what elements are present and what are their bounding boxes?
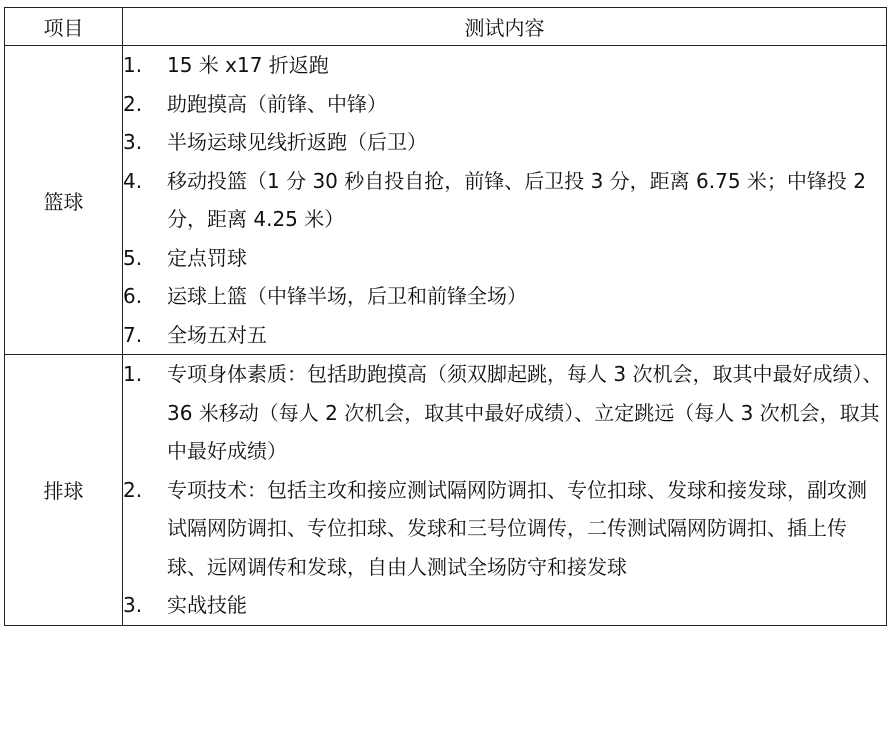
items-volleyball <box>123 355 887 626</box>
header-item: 项目 <box>5 8 123 46</box>
item-number: 3. <box>123 593 143 617</box>
list-item <box>123 316 886 355</box>
section-row-volleyball <box>5 355 887 626</box>
category-volleyball: 排球 <box>5 355 123 626</box>
item-number: 4. <box>123 168 143 193</box>
item-number: 1. <box>123 53 143 77</box>
item-text: 半场运球见线折返跑（后卫） <box>167 130 427 154</box>
item-number: 2. <box>123 91 143 116</box>
item-number: 7. <box>123 322 143 347</box>
list-item <box>123 355 886 471</box>
item-number: 6. <box>123 284 143 308</box>
item-text: 专项技术：包括主攻和接应测试隔网防调扣、专位扣球、发球和接发球，副攻测试隔网防调扣、专位扣球、发球和三号位调传，二传测试隔网防调扣、插上传球、远网调传和发球，自由人测试全场防守和接发球 <box>167 477 867 579</box>
item-text: 15 米 x17 折返跑 <box>167 53 329 77</box>
item-number: 5. <box>123 245 143 270</box>
list-item <box>123 277 886 316</box>
item-text: 专项身体素质：包括助跑摸高（须双脚起跳，每人 3 次机会，取其中最好成绩）、36 米移动（每人 2 次机会，取其中最好成绩）、立定跳远（每人 3 次机会，取其中最好成绩） <box>167 362 883 463</box>
category-basketball: 篮球 <box>5 46 123 355</box>
list-item <box>123 46 886 85</box>
list-item <box>123 471 886 587</box>
item-text: 定点罚球 <box>167 245 247 270</box>
header-content: 测试内容 <box>123 8 887 46</box>
list-item <box>123 123 886 162</box>
item-number: 2. <box>123 477 143 502</box>
item-text: 运球上篮（中锋半场，后卫和前锋全场） <box>167 284 527 308</box>
items-basketball <box>123 46 887 355</box>
item-number: 3. <box>123 130 143 154</box>
item-text: 实战技能 <box>167 593 247 617</box>
header-row <box>5 8 887 46</box>
item-number: 1. <box>123 362 143 386</box>
item-text: 助跑摸高（前锋、中锋） <box>167 91 387 116</box>
list-item <box>123 85 886 124</box>
test-content-table <box>4 7 887 626</box>
list-item <box>123 586 886 625</box>
list-item <box>123 239 886 278</box>
item-text: 移动投篮（1 分 30 秒自投自抢，前锋、后卫投 3 分，距离 6.75 米；中锋投 2 分，距离 4.25 米） <box>167 168 867 231</box>
item-text: 全场五对五 <box>167 322 267 347</box>
section-row-basketball <box>5 46 887 355</box>
list-item <box>123 162 886 239</box>
